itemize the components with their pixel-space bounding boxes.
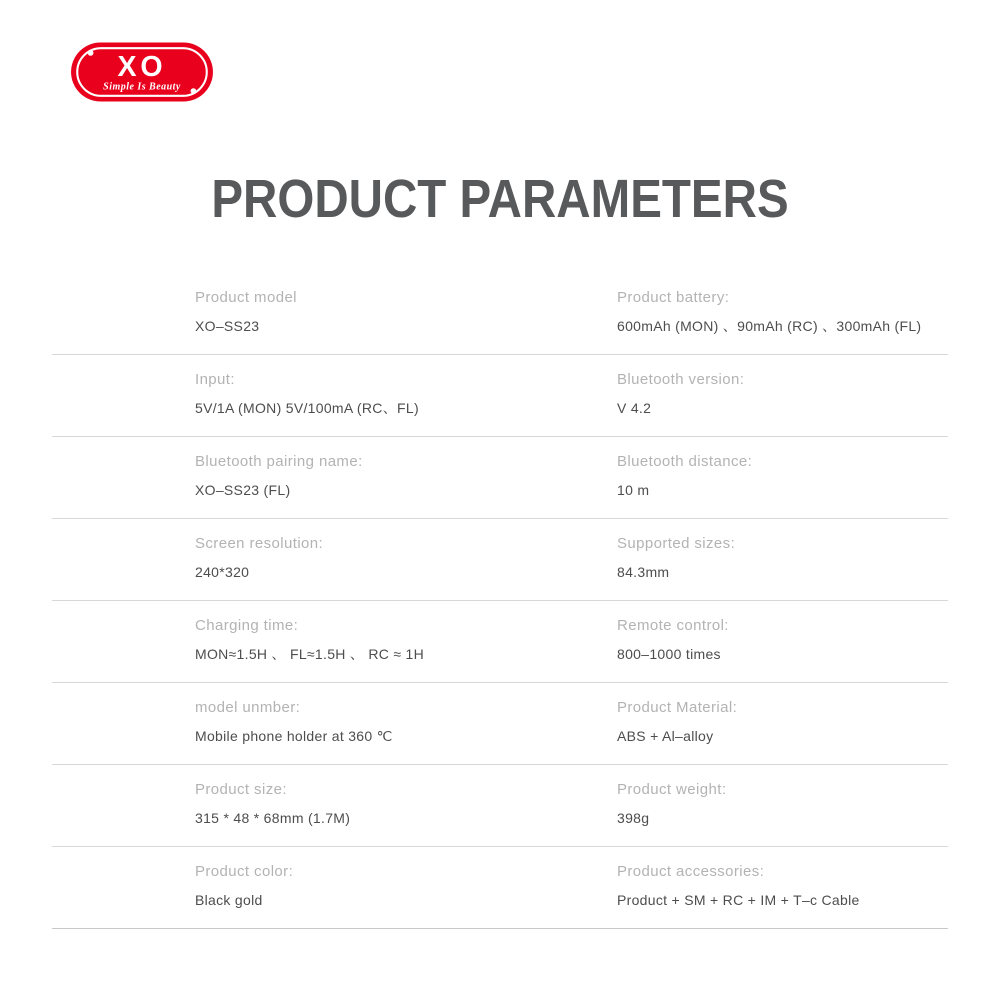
spec-cell bbox=[617, 372, 948, 422]
spec-label: model unmber: bbox=[195, 699, 301, 716]
spec-cell bbox=[617, 782, 948, 832]
spec-label: Supported sizes: bbox=[617, 535, 736, 552]
table-row-model-number bbox=[52, 683, 948, 765]
spec-label: Remote control: bbox=[617, 617, 729, 634]
spec-value: V 4.2 bbox=[617, 400, 652, 416]
spec-value: XO–SS23 bbox=[195, 318, 260, 334]
spec-label: Charging time: bbox=[195, 617, 299, 634]
spec-cell bbox=[52, 372, 617, 422]
spec-value: 240*320 bbox=[195, 564, 250, 580]
table-row-product-size bbox=[52, 765, 948, 847]
spec-label: Bluetooth distance: bbox=[617, 453, 753, 470]
table-row-screen-resolution bbox=[52, 519, 948, 601]
spec-value: Mobile phone holder at 360 ℃ bbox=[195, 728, 393, 744]
spec-value: 10 m bbox=[617, 482, 650, 498]
spec-label: Product weight: bbox=[617, 781, 727, 798]
spec-value: 315 * 48 * 68mm (1.7M) bbox=[195, 810, 351, 826]
spec-label: Input: bbox=[195, 371, 235, 388]
spec-value: ABS + Al–alloy bbox=[617, 728, 714, 744]
spec-value: Product + SM + RC + IM + T–c Cable bbox=[617, 892, 860, 908]
spec-cell bbox=[52, 290, 617, 340]
spec-label: Product accessories: bbox=[617, 863, 765, 880]
table-row-bluetooth-pairing bbox=[52, 437, 948, 519]
logo-tagline-text: Simple Is Beauty bbox=[103, 81, 181, 93]
spec-value: 84.3mm bbox=[617, 564, 670, 580]
spec-cell bbox=[52, 700, 617, 750]
spec-cell bbox=[52, 782, 617, 832]
spec-value: 398g bbox=[617, 810, 650, 826]
page-title: PRODUCT PARAMETERS bbox=[211, 169, 789, 229]
spec-cell bbox=[52, 454, 617, 504]
brand-logo bbox=[70, 42, 214, 102]
spec-value: MON≈1.5H 、 FL≈1.5H 、 RC ≈ 1H bbox=[195, 646, 425, 662]
spec-cell bbox=[617, 536, 948, 586]
spec-cell bbox=[617, 454, 948, 504]
spec-label: Bluetooth version: bbox=[617, 371, 745, 388]
spec-label: Product Material: bbox=[617, 699, 738, 716]
spec-value: 800–1000 times bbox=[617, 646, 721, 662]
table-row-charging-time bbox=[52, 601, 948, 683]
table-row-product-model bbox=[52, 273, 948, 355]
spec-cell bbox=[617, 618, 948, 668]
xo-logo-icon bbox=[70, 42, 214, 102]
spec-value: 600mAh (MON) 、90mAh (RC) 、300mAh (FL) bbox=[617, 318, 922, 334]
spec-cell bbox=[52, 618, 617, 668]
spec-label: Product battery: bbox=[617, 289, 730, 306]
spec-cell bbox=[617, 290, 948, 340]
spec-value: XO–SS23 (FL) bbox=[195, 482, 291, 498]
spec-cell bbox=[617, 864, 948, 914]
spec-label: Product size: bbox=[195, 781, 287, 798]
table-row-input bbox=[52, 355, 948, 437]
spec-cell bbox=[52, 536, 617, 586]
table-row-product-color bbox=[52, 847, 948, 929]
logo-brand-text: XO bbox=[117, 50, 167, 83]
spec-label: Screen resolution: bbox=[195, 535, 324, 552]
spec-value: 5V/1A (MON) 5V/100mA (RC、FL) bbox=[195, 400, 419, 416]
spec-label: Product model bbox=[195, 289, 297, 306]
spec-label: Bluetooth pairing name: bbox=[195, 453, 363, 470]
parameters-table bbox=[52, 273, 948, 929]
spec-cell bbox=[52, 864, 617, 914]
spec-label: Product color: bbox=[195, 863, 294, 880]
spec-value: Black gold bbox=[195, 892, 263, 908]
spec-cell bbox=[617, 700, 948, 750]
